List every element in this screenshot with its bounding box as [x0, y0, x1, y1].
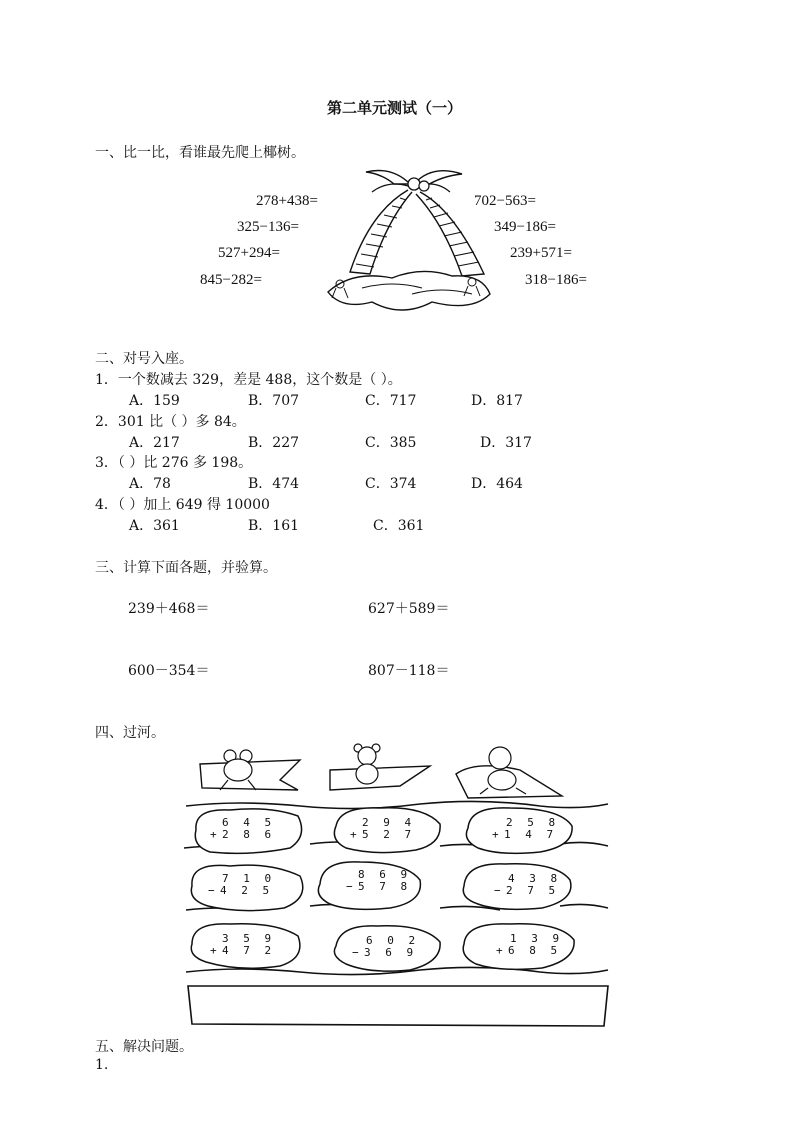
equation-right-4: 318−186= [525, 272, 587, 288]
equation-left-4: 845−282= [200, 272, 262, 288]
equation-left-1: 278+438= [256, 193, 318, 209]
bear-icon [354, 744, 380, 784]
q4-option-a: A．361 [129, 518, 180, 534]
section-3-heading: 三、计算下面各题，并验算。 [95, 560, 277, 576]
stone-8-bottom: 3 6 9 [364, 946, 418, 959]
stone-6-op: − [494, 884, 505, 897]
stone-2-bottom: 5 2 7 [362, 828, 416, 841]
q1-option-a: A．159 [129, 393, 180, 409]
equation-left-3: 527+294= [218, 245, 280, 261]
equation-right-2: 349−186= [494, 219, 556, 235]
q3-option-c: C．374 [365, 476, 417, 492]
stone-4-bottom: 4 2 5 [220, 884, 274, 897]
q4-option-b: B．161 [248, 518, 300, 534]
q1-option-c: C．717 [365, 393, 417, 409]
equation-right-1: 702−563= [474, 193, 536, 209]
stone-5-op: − [346, 880, 357, 893]
stone-8-op: − [352, 946, 363, 959]
stone-4-top: 7 1 0 [222, 872, 276, 885]
q3-option-d: D．464 [471, 476, 523, 492]
calc-problem-2: 627＋589＝ [368, 601, 450, 617]
section-1-heading: 一、比一比，看谁最先爬上椰树。 [95, 145, 305, 161]
q2-option-b: B．227 [248, 435, 300, 451]
q4-option-c: C．361 [373, 518, 425, 534]
q2-option-d: D．317 [480, 435, 532, 451]
q1-option-d: D．817 [471, 393, 523, 409]
stone-2-op: + [350, 828, 361, 841]
stone-3-top: 2 5 8 [506, 816, 560, 829]
stone-9-op: + [496, 944, 507, 957]
q3-option-a: A．78 [129, 476, 171, 492]
q1-option-b: B．707 [248, 393, 300, 409]
palm-tree-illustration [322, 162, 492, 320]
section-4-heading: 四、过河。 [95, 725, 165, 741]
question-1: 1．一个数减去 329，差是 488，这个数是（ ）。 [95, 372, 402, 388]
river-crossing-illustration [180, 740, 612, 1030]
stone-1-top: 6 4 5 [222, 816, 276, 829]
stone-3-bottom: 1 4 7 [504, 828, 558, 841]
problem-1-label: 1. [95, 1057, 109, 1073]
section-2-heading: 二、对号入座。 [95, 351, 193, 367]
section-5-heading: 五、解决问题。 [95, 1039, 193, 1055]
q2-option-c: C．385 [365, 435, 417, 451]
equation-right-3: 239+571= [510, 245, 572, 261]
stone-2-top: 2 9 4 [362, 816, 416, 829]
stone-9-bottom: 6 8 5 [508, 944, 562, 957]
calc-problem-3: 600－354＝ [128, 663, 210, 679]
stone-5-bottom: 5 7 8 [358, 880, 412, 893]
q3-option-b: B．474 [248, 476, 300, 492]
question-3: 3．（ ）比 276 多 198。 [95, 455, 253, 471]
stone-3-op: + [492, 828, 503, 841]
stone-6-bottom: 2 7 5 [506, 884, 560, 897]
stone-1-bottom: 2 8 6 [222, 828, 276, 841]
stone-4-op: − [208, 884, 219, 897]
question-4: 4．（ ）加上 649 得 10000 [95, 497, 270, 513]
calc-problem-1: 239＋468＝ [128, 601, 210, 617]
calc-problem-4: 807－118＝ [368, 663, 450, 679]
stone-7-top: 3 5 9 [222, 932, 276, 945]
equation-left-2: 325−136= [237, 219, 299, 235]
q2-option-a: A．217 [129, 435, 180, 451]
question-2: 2．301 比（ ）多 84。 [95, 414, 246, 430]
stone-9-top: 1 3 9 [510, 932, 564, 945]
stone-6-top: 4 3 8 [508, 872, 562, 885]
stone-7-bottom: 4 7 2 [222, 944, 276, 957]
stone-7-op: + [210, 944, 221, 957]
stone-5-top: 8 6 9 [358, 868, 412, 881]
stone-8-top: 6 0 2 [366, 934, 420, 947]
stone-1-op: + [210, 828, 221, 841]
page-title: 第二单元测试（一） [327, 99, 463, 117]
